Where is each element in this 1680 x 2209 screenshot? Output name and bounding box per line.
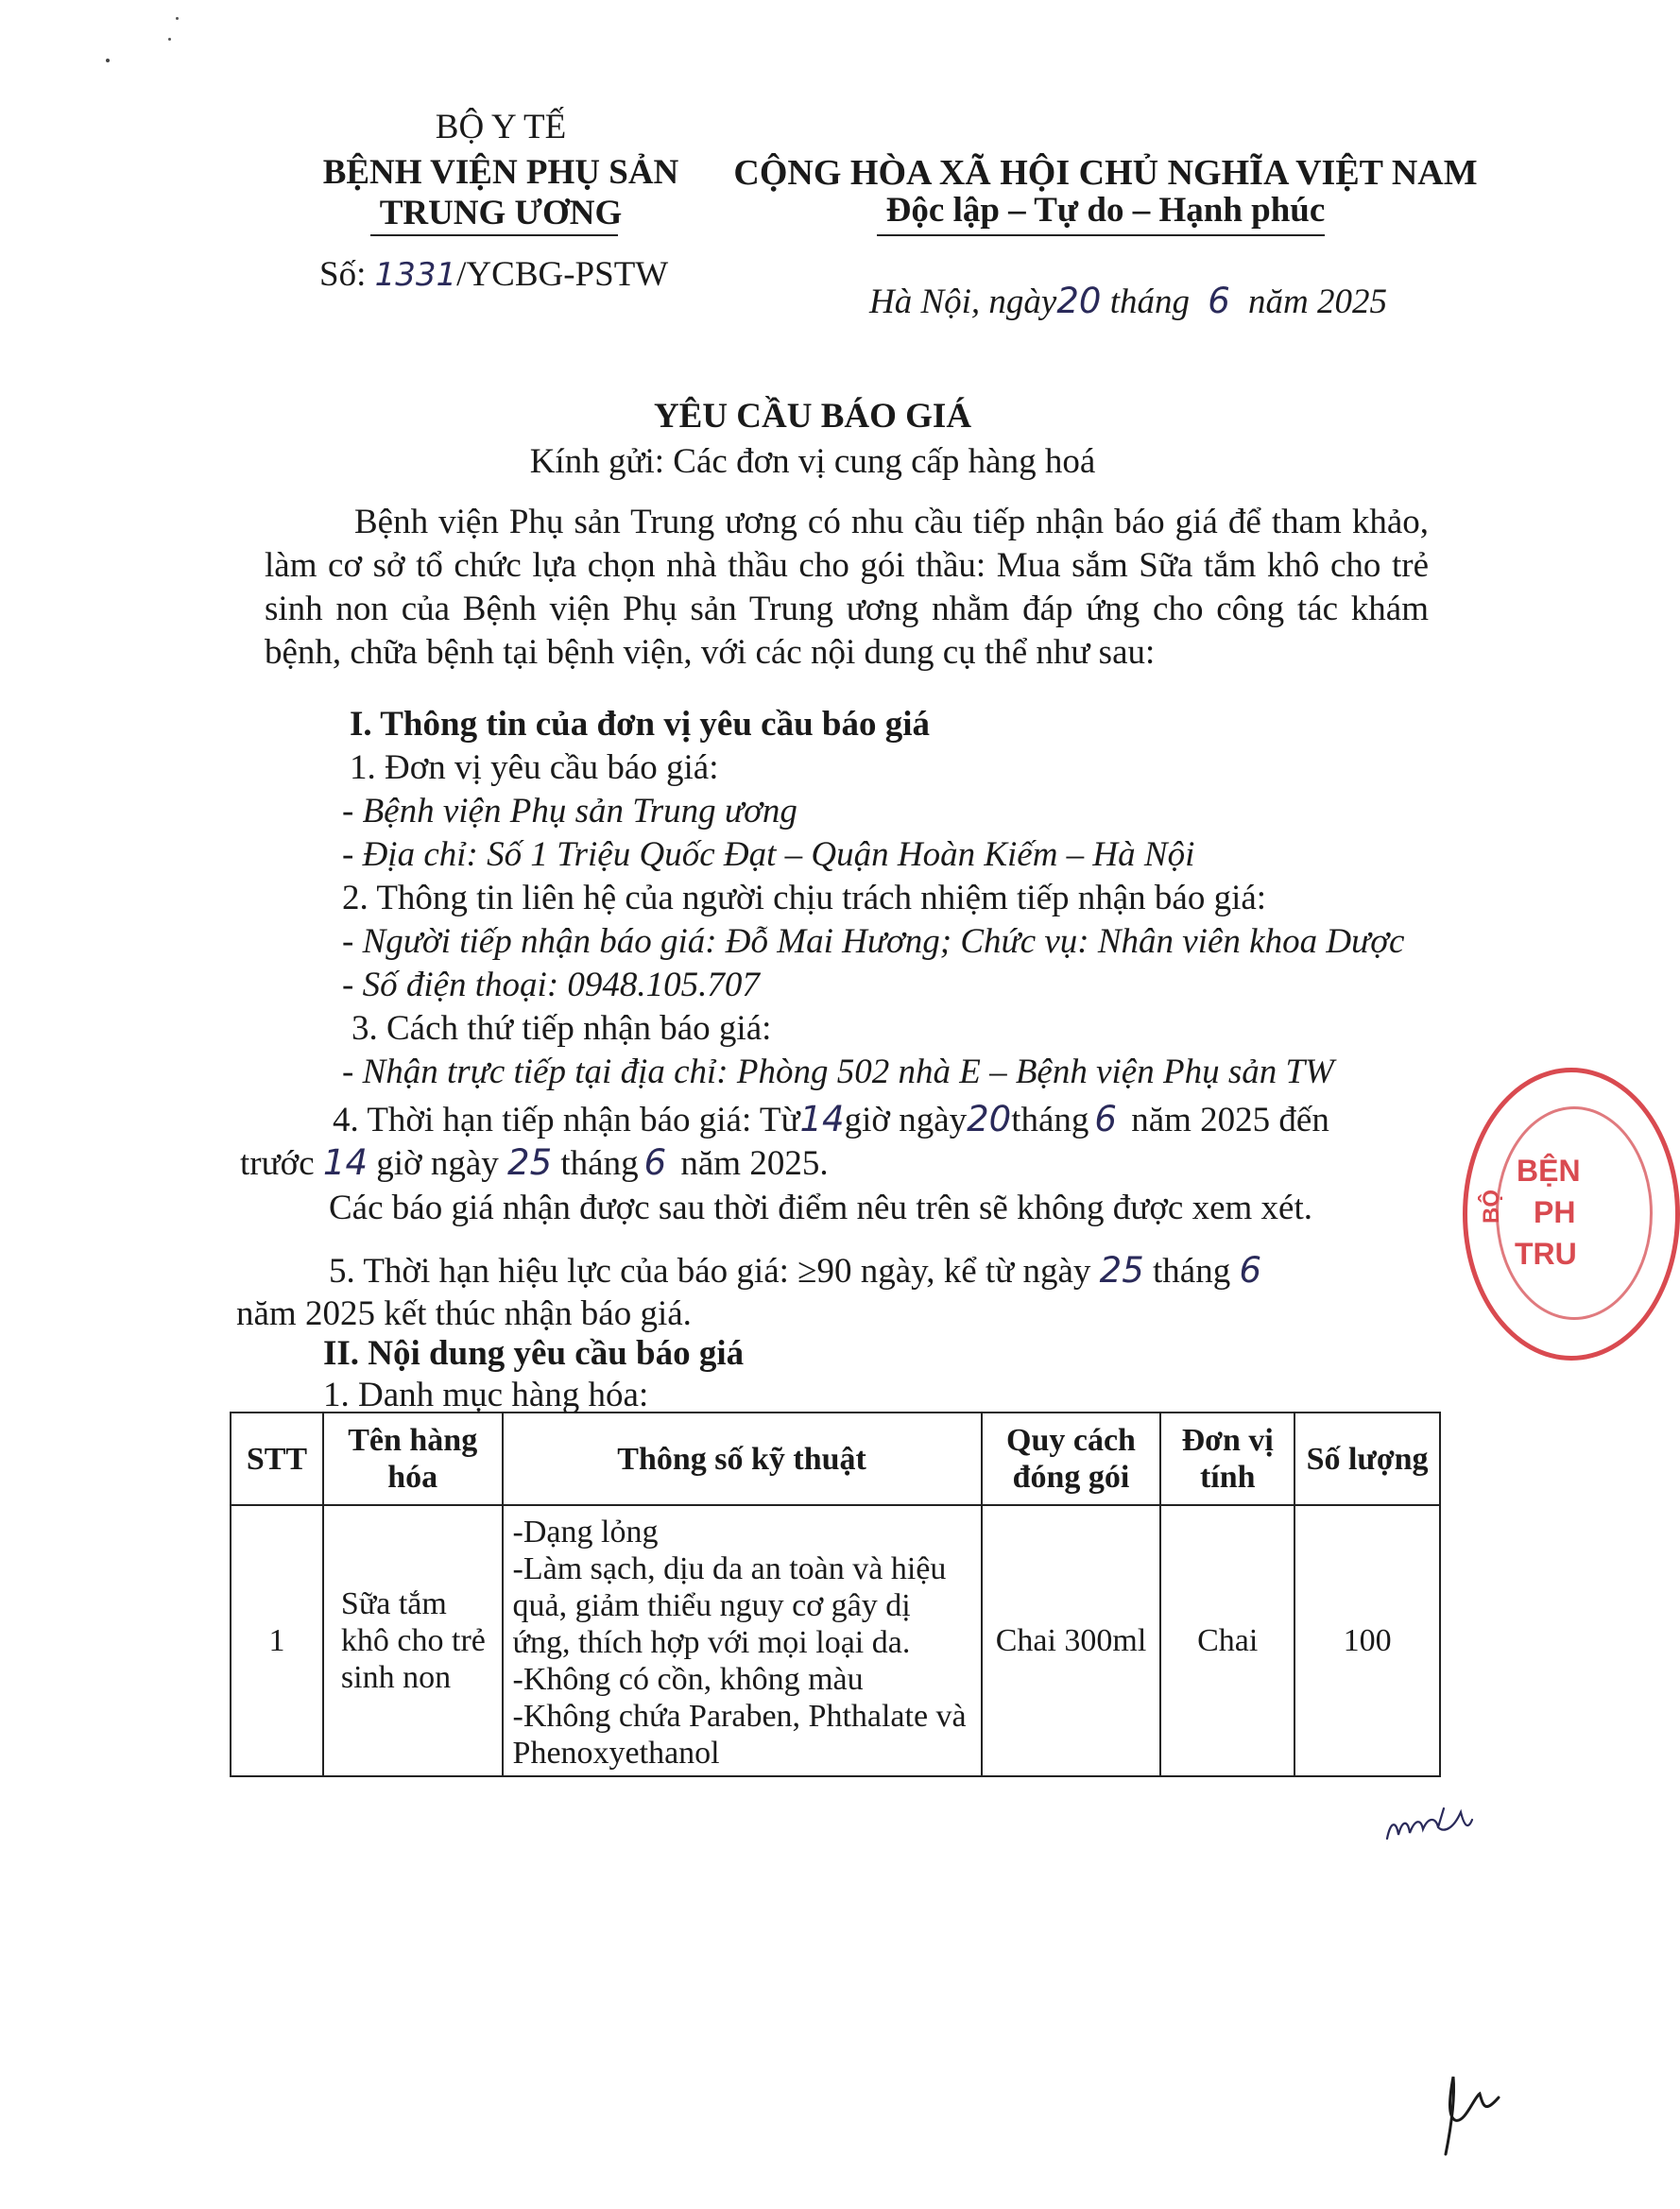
header-unit: Đơn vị tính (1160, 1413, 1294, 1505)
section1-item1-label: 1. Đơn vị yêu cầu báo giá: (350, 748, 719, 787)
receiving-deadline-line2: trước 14 giờ ngày 25 tháng 6 năm 2025. (240, 1142, 829, 1183)
cell-unit: Chai (1160, 1505, 1294, 1776)
header-stt: STT (231, 1413, 323, 1505)
header-packing: Quy cách đóng gói (982, 1413, 1161, 1505)
handwritten-month-start: 6 (1094, 1099, 1117, 1139)
handwritten-day-end: 25 (507, 1142, 553, 1183)
table-row (231, 1505, 1440, 1776)
handwritten-day-start: 20 (967, 1099, 1012, 1139)
national-motto: Độc lập – Tự do – Hạnh phúc (885, 191, 1326, 230)
section2-heading: II. Nội dung yêu cầu báo giá (323, 1334, 745, 1373)
handwritten-month-end: 6 (643, 1142, 667, 1183)
document-number: Số: 1331/YCBG-PSTW (319, 255, 669, 294)
receiving-deadline-line1: 4. Thời hạn tiếp nhận báo giá: Từ14giờ ngày20tháng 6 năm 2025 đến (333, 1099, 1329, 1139)
addressee: Kính gửi: Các đơn vị cung cấp hàng hoá (529, 442, 1096, 481)
intro-paragraph: Bệnh viện Phụ sản Trung ương có nhu cầu tiếp nhận báo giá để tham khảo, làm cơ sở tổ chức lựa chọn nhà thầu cho gói thầu: Mua sắm Sữa tắm khô cho trẻ sinh non của Bệnh viện Phụ sản Trung ương nhằm đáp ứng cho công tác khám bệnh, chữa bệnh tại bệnh viện, với các nội dung cụ thể như sau: (265, 503, 1429, 672)
scan-speck (106, 59, 110, 62)
cell-quantity: 100 (1294, 1505, 1440, 1776)
validity-line1: 5. Thời hạn hiệu lực của báo giá: ≥90 ngày, kể từ ngày 25 tháng 6 (329, 1250, 1262, 1291)
requester-address: - Địa chỉ: Số 1 Triệu Quốc Đạt – Quận Hoàn Kiếm – Hà Nội (342, 835, 1195, 874)
motto-underline (877, 234, 1325, 236)
corner-signature (1427, 2060, 1512, 2164)
goods-table (230, 1412, 1441, 1777)
scan-speck (168, 38, 171, 41)
date-line: Hà Nội, ngày20 tháng 6 năm 2025 (869, 281, 1388, 321)
stamp-text-line2: PH (1534, 1195, 1576, 1229)
stamp-text-line1: BỆN (1517, 1154, 1581, 1188)
cell-product-name: Sữa tắm khô cho trẻ sinh non (323, 1505, 503, 1776)
validity-line2: năm 2025 kết thúc nhận báo giá. (236, 1294, 692, 1333)
header-product-name: Tên hàng hóa (323, 1413, 503, 1505)
hospital-name-line1: BỆNH VIỆN PHỤ SẢN (322, 153, 679, 192)
section1-item2-label: 2. Thông tin liên hệ của người chịu trách nhiệm tiếp nhận báo giá: (342, 879, 1267, 917)
hospital-name-line2: TRUNG ƯƠNG (379, 194, 623, 232)
stamp-text-line3: TRU (1515, 1237, 1577, 1271)
spec-line: -Không có cồn, không màu (512, 1662, 864, 1697)
initials-signature (1381, 1801, 1476, 1848)
section2-item1-label: 1. Danh mục hàng hóa: (323, 1376, 649, 1414)
handwritten-doc-number: 1331 (374, 256, 457, 294)
contact-person: - Người tiếp nhận báo giá: Đỗ Mai Hương; Chức vụ: Nhân viên khoa Dược (342, 922, 1405, 961)
receiving-method: - Nhận trực tiếp tại địa chỉ: Phòng 502 nhà E – Bệnh viện Phụ sản TW (342, 1053, 1334, 1091)
document-title: YÊU CẦU BÁO GIÁ (653, 397, 972, 436)
cell-stt: 1 (231, 1505, 323, 1776)
section1-item3-label: 3. Cách thứ tiếp nhận báo giá: (351, 1009, 772, 1048)
spec-line: -Làm sạch, dịu da an toàn và hiệu quả, giảm thiểu nguy cơ gây dị ứng, thích hợp với mọi loại da. (512, 1551, 947, 1660)
handwritten-hour-start: 14 (799, 1099, 845, 1139)
section1-heading: I. Thông tin của đơn vị yêu cầu báo giá (350, 705, 931, 744)
contact-phone: - Số điện thoại: 0948.105.707 (342, 966, 760, 1004)
ministry-name: BỘ Y TẾ (435, 108, 567, 146)
handwritten-validity-day: 25 (1099, 1250, 1144, 1291)
handwritten-hour-end: 14 (322, 1142, 368, 1183)
hospital-underline (370, 234, 618, 236)
late-quote-note: Các báo giá nhận được sau thời điểm nêu trên sẽ không được xem xét. (329, 1189, 1313, 1227)
republic-title: CỘNG HÒA XÃ HỘI CHỦ NGHĨA VIỆT NAM (733, 153, 1478, 193)
official-stamp (1463, 1068, 1680, 1361)
stamp-text-left: BỘ (1479, 1190, 1504, 1224)
cell-specifications (503, 1505, 982, 1776)
header-quantity: Số lượng (1294, 1413, 1440, 1505)
header-specifications: Thông số kỹ thuật (503, 1413, 982, 1505)
cell-packing: Chai 300ml (982, 1505, 1161, 1776)
requester-name: - Bệnh viện Phụ sản Trung ương (342, 792, 797, 831)
handwritten-validity-month: 6 (1239, 1250, 1262, 1291)
spec-line: -Không chứa Paraben, Phthalate và Phenoxyethanol (512, 1699, 967, 1771)
spec-line: -Dạng lỏng (512, 1515, 659, 1550)
scan-speck (176, 17, 179, 20)
handwritten-month: 6 (1208, 281, 1230, 321)
table-header-row (231, 1413, 1440, 1505)
handwritten-day: 20 (1056, 281, 1102, 321)
